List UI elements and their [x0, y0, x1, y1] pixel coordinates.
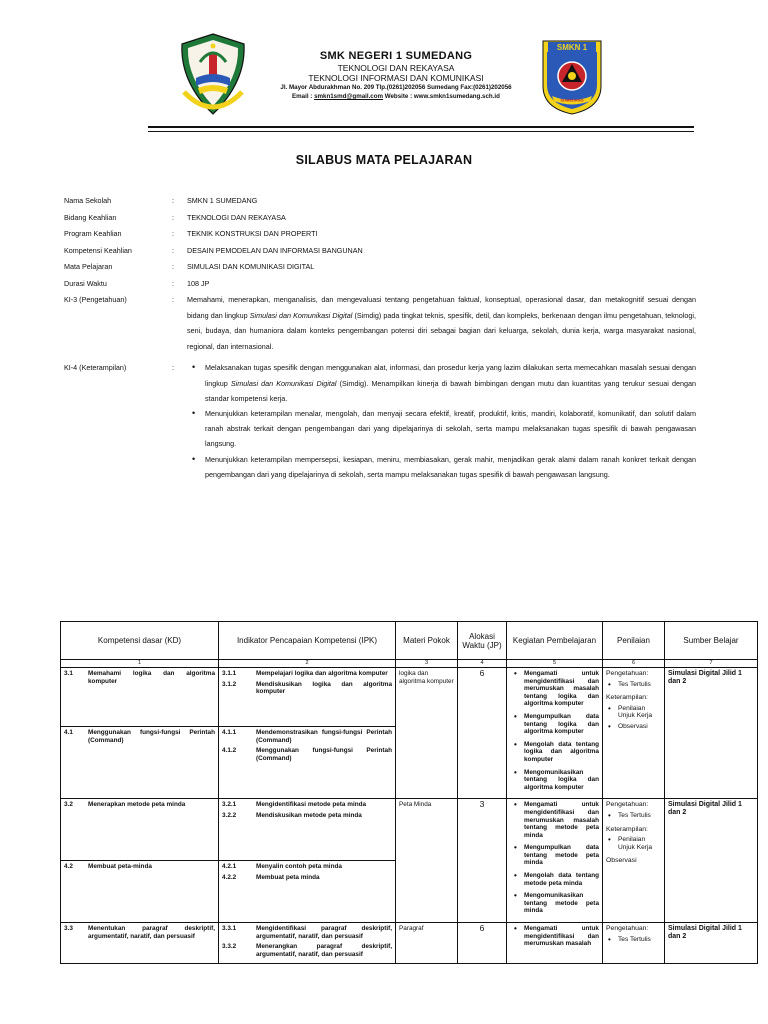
colon: :	[172, 212, 174, 222]
kd-text: Memahami logika dan algoritma komputer	[88, 670, 215, 685]
penilaian-extra: Observasi	[606, 857, 637, 865]
kd-text: Membuat peta-minda	[88, 863, 152, 871]
colon: :	[172, 229, 174, 238]
header-alokasi: Alokasi Waktu (JP)	[458, 622, 507, 660]
kd-text: Menentukan paragraf deskriptif, argumentatif, naratif, dan persuasif	[88, 925, 215, 940]
header-sumber: Sumber Belajar	[665, 622, 758, 660]
kd-cell	[61, 668, 219, 727]
sumber-cell: Simulasi Digital Jilid 1 dan 2	[665, 923, 758, 964]
ipk-number: 3.1.2	[222, 680, 237, 688]
kegiatan-item: • Mengomunikasikan tentang metode peta minda	[510, 892, 599, 915]
kd-item	[64, 863, 215, 871]
penilaian-item: • Tes Tertulis	[606, 681, 661, 689]
ipk-number: 3.2.1	[222, 801, 237, 809]
kegiatan-item: • Mengamati untuk mengidentifikasi dan merumuskan masalah tentang metode peta minda	[510, 801, 599, 839]
kd-number: 3.1	[64, 670, 73, 677]
west-java-emblem-logo	[176, 32, 250, 116]
ipk-text: Mempelajari logika dan algoritma komputer	[256, 670, 388, 677]
ipk-item	[222, 863, 392, 871]
ipk-text: Mendiskusikan metode peta minda	[256, 811, 362, 819]
column-number: 2	[219, 660, 396, 668]
colon: :	[172, 363, 174, 373]
info-row	[64, 259, 696, 276]
info-label: Bidang Keahlian	[64, 212, 117, 222]
kd-number: 4.2	[64, 863, 73, 871]
kd-number: 3.2	[64, 801, 73, 809]
smkn1-school-logo	[540, 38, 604, 116]
info-label: Kompetensi Keahlian	[64, 245, 132, 255]
penilaian-keterampilan-list	[606, 836, 661, 851]
materi-cell: logika dan algoritma komputer	[396, 668, 458, 799]
penilaian-keterampilan-label: Keterampilan:	[606, 825, 648, 833]
table-header-row	[61, 622, 758, 660]
kd-cell	[61, 727, 219, 799]
ki4-item: • Melaksanakan tugas spesifik dengan menggunakan alat, informasi, dan prosedur kerja yang lazim dilakukan serta memecahkan masalah sesuai dengan lingkup Simulasi dan Komunikasi Digital (Simdig). Menampilkan kinerja di bawah bimbingan dengan mutu dan kuantitas yang terukur sesuai dengan standar kompetensi kerja.	[190, 360, 696, 406]
info-row	[64, 226, 696, 243]
kd-item	[64, 925, 215, 940]
ipk-number: 4.2.1	[222, 863, 237, 871]
school-contact	[255, 92, 537, 101]
ipk-text: Menggunakan fungsi-fungsi Perintah (Command)	[256, 747, 392, 762]
info-value: SIMULASI DAN KOMUNIKASI DIGITAL	[187, 262, 315, 271]
school-address: Jl. Mayor Abdurakhman No. 209 Tlp.(0261)202056 Sumedang Fax:(0261)202056	[280, 84, 512, 91]
info-row	[64, 243, 696, 260]
penilaian-pengetahuan-list	[606, 812, 661, 820]
ipk-number: 4.1.1	[222, 729, 237, 737]
column-number: 6	[603, 660, 665, 668]
materi-cell: Peta Minda	[396, 799, 458, 923]
ki3-row	[64, 292, 696, 354]
info-value: DESAIN PEMODELAN DAN INFORMASI BANGUNAN	[187, 245, 363, 255]
colon: :	[172, 295, 174, 304]
email-label: Email :	[292, 93, 315, 100]
ipk-cell	[219, 668, 396, 727]
info-label: Durasi Waktu	[64, 278, 107, 288]
ipk-text: Menyalin contoh peta minda	[256, 863, 342, 871]
ipk-text: Menerangkan paragraf deskriptif, argumentatif, naratif, dan persuasif	[256, 943, 392, 958]
ipk-item	[222, 729, 392, 744]
logo-right-bottom-text: SUMEDANG	[560, 97, 584, 103]
kd-text: Menggunakan fungsi-fungsi Perintah (Command)	[88, 729, 215, 744]
kegiatan-item: • Mengolah data tentang metode peta minda	[510, 872, 599, 887]
kegiatan-cell	[507, 799, 603, 923]
ipk-item	[222, 943, 392, 958]
penilaian-keterampilan-label: Keterampilan:	[606, 694, 648, 702]
kd-text: Menerapkan metode peta minda	[88, 801, 186, 809]
alokasi-cell: 6	[458, 668, 507, 799]
penilaian-item: • Observasi	[606, 723, 661, 731]
ki4-row	[64, 360, 696, 482]
kegiatan-cell	[507, 668, 603, 799]
syllabus-identity	[64, 193, 696, 482]
school-name: SMK NEGERI 1 SUMEDANG	[319, 50, 473, 62]
ipk-item	[222, 925, 392, 940]
header-kd: Kompetensi dasar (KD)	[61, 622, 219, 660]
letterhead-divider-thick	[148, 126, 694, 128]
ipk-text: Mengidentifikasi paragraf deskriptif, argumentatif, naratif, dan persuasif	[256, 925, 392, 940]
header-kegiatan: Kegiatan Pembelajaran	[507, 622, 603, 660]
kd-cell	[61, 799, 219, 861]
info-row	[64, 210, 696, 227]
kd-number: 4.1	[64, 729, 73, 737]
penilaian-pengetahuan-list	[606, 936, 661, 944]
kd-number: 3.3	[64, 925, 73, 933]
table-row	[61, 799, 758, 861]
kd-cell	[61, 861, 219, 923]
materi-cell: Paragraf	[396, 923, 458, 964]
kegiatan-item: • Mengumpulkan data tentang logika dan algoritma komputer	[510, 713, 599, 736]
penilaian-pengetahuan-list	[606, 681, 661, 689]
info-value: TEKNOLOGI DAN REKAYASA	[187, 212, 286, 222]
kegiatan-list	[510, 670, 599, 791]
header-materi: Materi Pokok	[396, 622, 458, 660]
colon: :	[172, 196, 174, 205]
letterhead-text	[255, 50, 537, 101]
alokasi-cell: 3	[458, 799, 507, 923]
ipk-number: 4.1.2	[222, 747, 237, 755]
info-row	[64, 193, 696, 210]
ipk-text: Mengidentifikasi metode peta minda	[256, 801, 367, 809]
penilaian-cell	[603, 923, 665, 964]
ipk-text: Mendemonstrasikan fungsi-fungsi Perintah (Command)	[256, 729, 392, 744]
kegiatan-item: • Mengamati untuk mengidentifikasi dan merumuskan masalah	[510, 925, 599, 948]
header-penilaian: Penilaian	[603, 622, 665, 660]
ipk-cell	[219, 923, 396, 964]
kegiatan-item: • Mengumpulkan data tentang metode peta minda	[510, 844, 599, 867]
kegiatan-item: • Mengolah data tentang logika dan algoritma komputer	[510, 741, 599, 764]
column-number-row	[61, 660, 758, 668]
ipk-item	[222, 874, 392, 882]
ipk-item	[222, 812, 392, 820]
ipk-item	[222, 747, 392, 762]
column-number: 5	[507, 660, 603, 668]
penilaian-item: • Tes Tertulis	[606, 812, 661, 820]
kd-item	[64, 670, 215, 685]
column-number: 1	[61, 660, 219, 668]
header-ipk: Indikator Pencapaian Kompetensi (IPK)	[219, 622, 396, 660]
kegiatan-cell	[507, 923, 603, 964]
ki4-item: • Menunjukkan keterampilan menalar, mengolah, dan menyaji secara efektif, kreatif, produktif, kritis, mandiri, kolaboratif, komunikatif, dan solutif dalam ranah abstrak terkait dengan pengembangan dari yang dipelajarinya di sekolah, serta mampu melaksanakan tugas spesifik di bawah pengawasan langsung.	[190, 406, 696, 452]
ipk-number: 3.3.1	[222, 925, 237, 933]
penilaian-item: • Penilaian Unjuk Kerja	[606, 705, 661, 720]
sumber-cell: Simulasi Digital Jilid 1 dan 2	[665, 799, 758, 923]
column-number: 7	[665, 660, 758, 668]
penilaian-pengetahuan-label: Pengetahuan:	[606, 801, 649, 809]
kegiatan-item: • Mengamati untuk mengidentifikasi dan merumuskan masalah tentang logika dan algoritma komputer	[510, 670, 599, 708]
letterhead-line-1: TEKNOLOGI DAN REKAYASA	[337, 63, 455, 73]
ipk-item	[222, 801, 392, 809]
ki4-item: • Menunjukkan keterampilan mempersepsi, kesiapan, meniru, membiasakan, gerak mahir, menjadikan gerak alami dalam ranah konkret terkait dengan pengembangan dari yang dipelajarinya di sekolah, serta mampu melaksanakan tugas spesifik di bawah pengawasan langsung.	[190, 452, 696, 482]
ipk-number: 3.2.2	[222, 811, 237, 819]
syllabus-table	[60, 621, 758, 964]
penilaian-pengetahuan-label: Pengetahuan:	[606, 670, 649, 677]
letterhead-divider-thin	[148, 131, 694, 132]
penilaian-keterampilan-list	[606, 705, 661, 731]
ipk-number: 4.2.2	[222, 873, 237, 881]
info-value: SMKN 1 SUMEDANG	[187, 196, 258, 205]
kd-cell	[61, 923, 219, 964]
alokasi-cell: 6	[458, 923, 507, 964]
kegiatan-list	[510, 801, 599, 915]
sumber-cell: Simulasi Digital Jilid 1 dan 2	[665, 668, 758, 799]
kd-item	[64, 729, 215, 744]
table-row	[61, 923, 758, 964]
ipk-number: 3.1.1	[222, 670, 237, 677]
kd-item	[64, 801, 215, 809]
ipk-number: 3.3.2	[222, 943, 237, 951]
ki4-label: KI-4 (Keterampilan)	[64, 363, 127, 373]
penilaian-item: • Tes Tertulis	[606, 936, 661, 944]
info-label: Nama Sekolah	[64, 196, 112, 205]
column-number: 4	[458, 660, 507, 668]
info-value: 108 JP	[187, 278, 210, 288]
colon: :	[172, 278, 174, 288]
ki3-text: Memahami, menerapkan, menganalisis, dan mengevaluasi tentang pengetahuan faktual, konseptual, operasional dasar, dan metakognitif sesuai dengan bidang dan lingkup Simulasi dan Komunikasi Digital (Simdig) pada tingkat teknis, spesifik, detil, dan kompleks, berkenaan dengan ilmu pengetahuan, teknologi, seni, budaya, dan humaniora dalam konteks pengembangan potensi diri sebagai bagian dari keluarga, sekolah, dunia kerja, warga masyarakat nasional, regional, dan internasional.	[187, 295, 696, 351]
colon: :	[172, 245, 174, 255]
document-title: SILABUS MATA PELAJARAN	[295, 153, 473, 167]
website-text: Website : www.smkn1sumedang.sch.id	[383, 93, 500, 100]
info-row	[64, 276, 696, 293]
ipk-cell	[219, 861, 396, 923]
letterhead-line-2: TEKNOLOGI INFORMASI DAN KOMUNIKASI	[308, 73, 484, 83]
ipk-cell	[219, 727, 396, 799]
column-number: 3	[396, 660, 458, 668]
ipk-item	[222, 670, 392, 678]
info-value: TEKNIK KONSTRUKSI DAN PROPERTI	[187, 229, 318, 238]
ipk-text: Membuat peta minda	[256, 873, 320, 881]
letterhead	[0, 0, 768, 135]
ipk-text: Mendiskusikan logika dan algoritma komputer	[256, 680, 392, 696]
email-link[interactable]: smkn1smd@gmail.com	[314, 93, 384, 100]
kegiatan-list	[510, 925, 599, 948]
ki3-label: KI-3 (Pengetahuan)	[64, 295, 127, 304]
ki4-list	[190, 360, 696, 482]
logo-right-top-text: SMKN 1	[556, 43, 588, 52]
penilaian-item: • Penilaian Unjuk Kerja	[606, 836, 661, 851]
colon: :	[172, 262, 174, 271]
info-label: Program Keahlian	[64, 229, 122, 238]
ipk-cell	[219, 799, 396, 861]
penilaian-pengetahuan-label: Pengetahuan:	[606, 925, 649, 933]
kegiatan-item: • Mengomunikasikan tentang logika dan algoritma komputer	[510, 769, 599, 792]
penilaian-cell	[603, 668, 665, 799]
penilaian-cell	[603, 799, 665, 923]
table-row	[61, 668, 758, 727]
ipk-item	[222, 681, 392, 696]
info-label: Mata Pelajaran	[64, 262, 113, 271]
